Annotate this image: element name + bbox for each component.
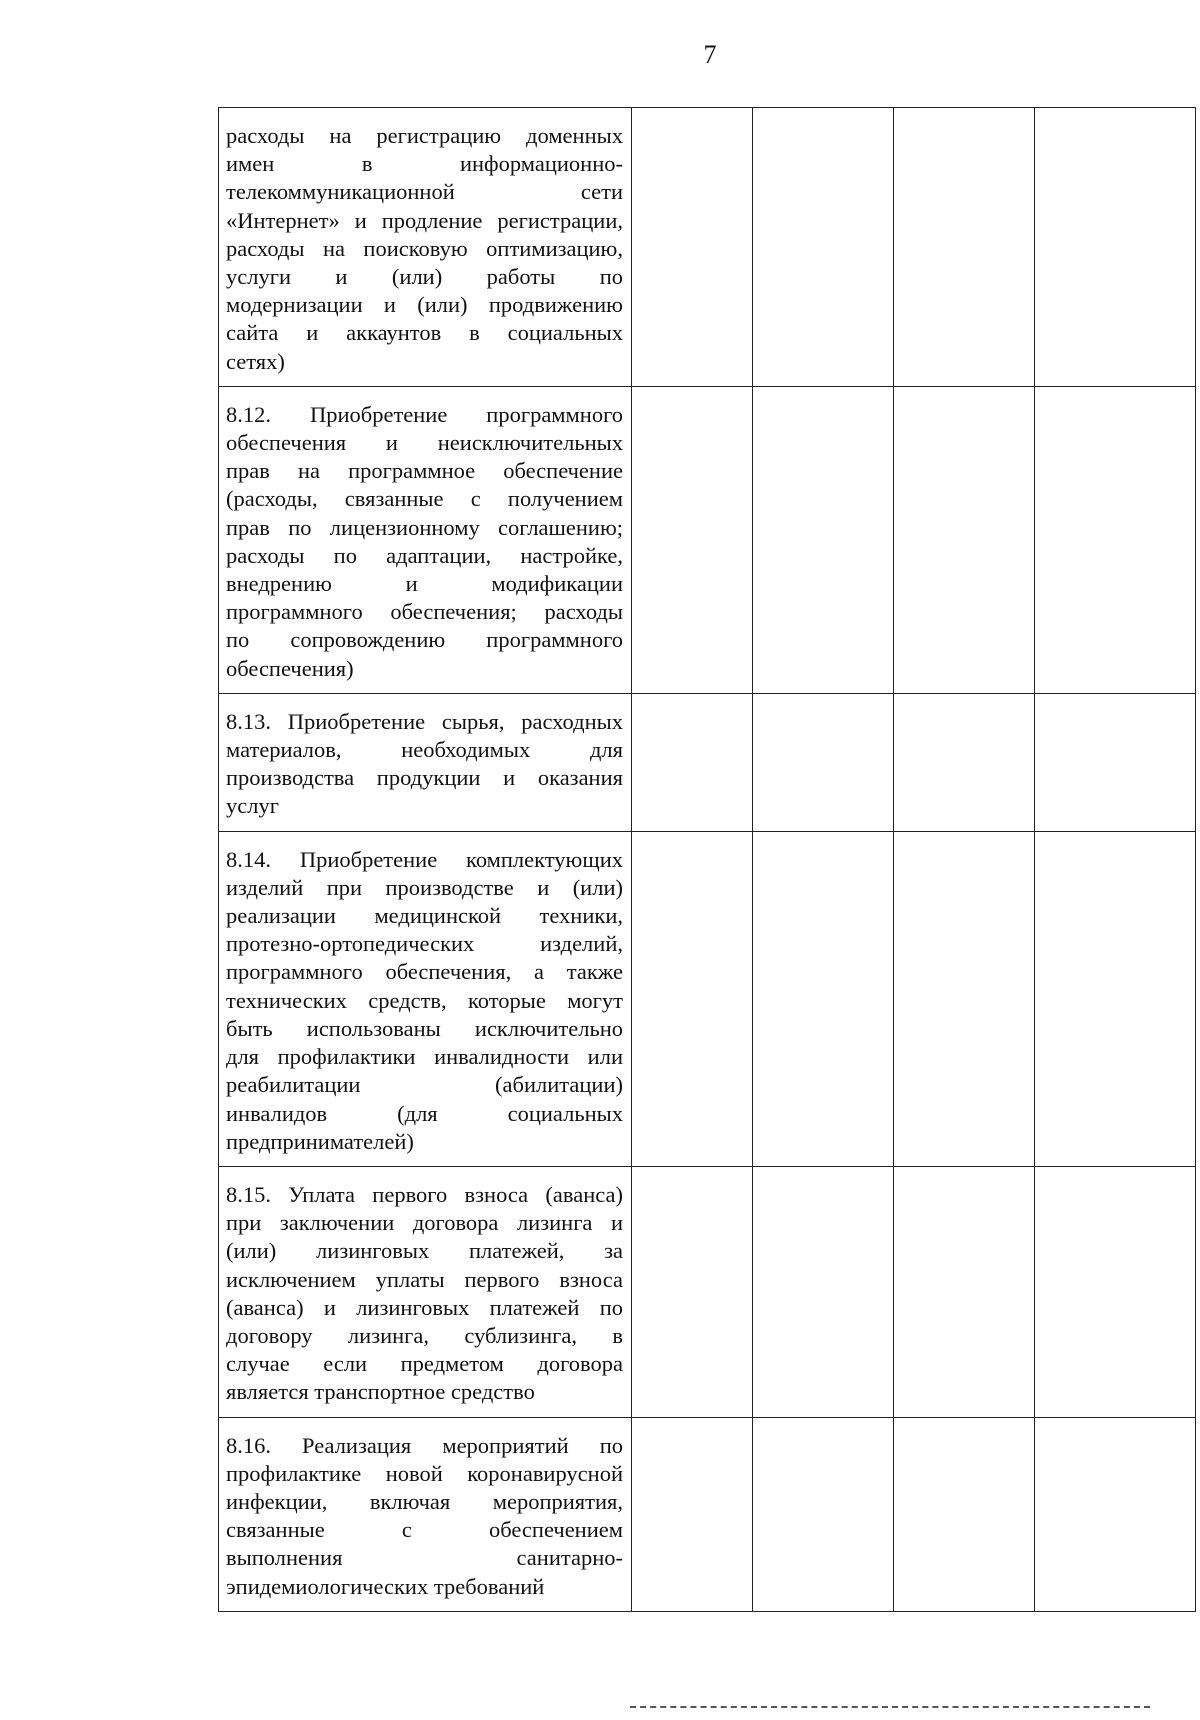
text-line: внедрению и модификации	[226, 571, 623, 597]
expense-table	[218, 107, 1196, 1612]
table-row	[219, 386, 1196, 693]
text-line: 8.16. Реализация мероприятий по	[226, 1432, 623, 1458]
text-line: сайта и аккаунтов в социальных	[226, 320, 623, 346]
empty-value-cell-3	[894, 386, 1035, 693]
text-line: предпринимателей)	[226, 1128, 414, 1154]
empty-value-cell-1	[632, 386, 753, 693]
empty-value-cell-3	[894, 108, 1035, 387]
text-line: 8.13. Приобретение сырья, расходных	[226, 708, 623, 734]
text-line: сетях)	[226, 348, 285, 374]
expense-description-text	[219, 387, 631, 693]
text-line: «Интернет» и продление регистрации,	[226, 207, 623, 233]
text-line: инфекции, включая мероприятия,	[226, 1488, 623, 1514]
text-line: расходы на поисковую оптимизацию,	[226, 235, 623, 261]
text-line: программного обеспечения; расходы	[226, 599, 623, 625]
text-line: при заключении договора лизинга и	[226, 1210, 623, 1236]
empty-value-cell-1	[632, 693, 753, 831]
text-line: связанные с обеспечением	[226, 1517, 623, 1543]
text-line: модернизации и (или) продвижению	[226, 292, 623, 318]
text-line: для профилактики инвалидности или	[226, 1044, 623, 1070]
empty-value-cell-1	[632, 1166, 753, 1417]
empty-value-cell-4	[1035, 1417, 1196, 1611]
text-line: программного обеспечения, а также	[226, 959, 623, 985]
text-line: изделий при производстве и (или)	[226, 874, 623, 900]
text-line: (расходы, связанные с получением	[226, 486, 623, 512]
text-line: прав на программное обеспечение	[226, 458, 623, 484]
page-number: 7	[703, 40, 717, 69]
empty-value-cell-4	[1035, 1166, 1196, 1417]
text-line: договору лизинга, сублизинга, в	[226, 1322, 623, 1348]
text-line: обеспечения)	[226, 655, 354, 681]
text-line: расходы на регистрацию доменных	[226, 123, 623, 148]
empty-value-cell-3	[894, 1417, 1035, 1611]
text-line: прав по лицензионному соглашению;	[226, 514, 623, 540]
text-line: инвалидов (для социальных	[226, 1100, 623, 1126]
empty-value-cell-2	[753, 1417, 894, 1611]
empty-value-cell-2	[753, 831, 894, 1166]
text-line: исключением уплаты первого взноса	[226, 1266, 623, 1292]
text-line: реализации медицинской техники,	[226, 903, 623, 929]
table-row	[219, 831, 1196, 1166]
text-line: реабилитации (абилитации)	[226, 1072, 623, 1098]
empty-value-cell-4	[1035, 386, 1196, 693]
expense-description-cell	[219, 386, 632, 693]
empty-value-cell-4	[1035, 108, 1196, 387]
empty-value-cell-2	[753, 1166, 894, 1417]
text-line: 8.12. Приобретение программного	[226, 401, 623, 427]
text-line: производства продукции и оказания	[226, 765, 623, 791]
text-line: профилактике новой коронавирусной	[226, 1460, 623, 1486]
empty-value-cell-4	[1035, 831, 1196, 1166]
text-line: быть использованы исключительно	[226, 1015, 623, 1041]
table-row	[219, 1417, 1196, 1611]
expense-description-text	[219, 694, 631, 831]
bottom-rule	[630, 1706, 1150, 1708]
text-line: имен в информационно-	[226, 151, 623, 177]
empty-value-cell-3	[894, 1166, 1035, 1417]
empty-value-cell-1	[632, 1417, 753, 1611]
expense-description-cell	[219, 108, 632, 387]
empty-value-cell-1	[632, 108, 753, 387]
expense-description-cell	[219, 693, 632, 831]
empty-value-cell-1	[632, 831, 753, 1166]
empty-value-cell-2	[753, 108, 894, 387]
text-line: технических средств, которые могут	[226, 987, 623, 1013]
text-line: 8.15. Уплата первого взноса (аванса)	[226, 1181, 623, 1207]
expense-description-text	[219, 1418, 631, 1611]
text-line: телекоммуникационной сети	[226, 179, 623, 205]
text-line: эпидемиологических требований	[226, 1573, 545, 1599]
empty-value-cell-2	[753, 386, 894, 693]
expense-description-text	[219, 108, 631, 386]
empty-value-cell-3	[894, 693, 1035, 831]
text-line: является транспортное средство	[226, 1379, 535, 1405]
text-line: 8.14. Приобретение комплектующих	[226, 846, 623, 872]
text-line: случае если предметом договора	[226, 1351, 623, 1377]
expense-description-text	[219, 1167, 631, 1417]
table-row	[219, 693, 1196, 831]
table-row	[219, 1166, 1196, 1417]
text-line: обеспечения и неисключительных	[226, 430, 623, 456]
expense-description-cell	[219, 831, 632, 1166]
expense-description-text	[219, 832, 631, 1166]
empty-value-cell-4	[1035, 693, 1196, 831]
text-line: расходы по адаптации, настройке,	[226, 542, 623, 568]
expense-description-cell	[219, 1166, 632, 1417]
empty-value-cell-2	[753, 693, 894, 831]
expense-description-cell	[219, 1417, 632, 1611]
text-line: материалов, необходимых для	[226, 737, 623, 763]
text-line: выполнения санитарно-	[226, 1545, 623, 1571]
text-line: услуги и (или) работы по	[226, 264, 623, 290]
empty-value-cell-3	[894, 831, 1035, 1166]
table-row	[219, 108, 1196, 387]
text-line: протезно-ортопедических изделий,	[226, 931, 623, 957]
text-line: по сопровождению программного	[226, 627, 623, 653]
table-body	[219, 108, 1196, 1612]
text-line: (или) лизинговых платежей, за	[226, 1238, 623, 1264]
text-line: услуг	[226, 793, 279, 819]
text-line: (аванса) и лизинговых платежей по	[226, 1294, 623, 1320]
